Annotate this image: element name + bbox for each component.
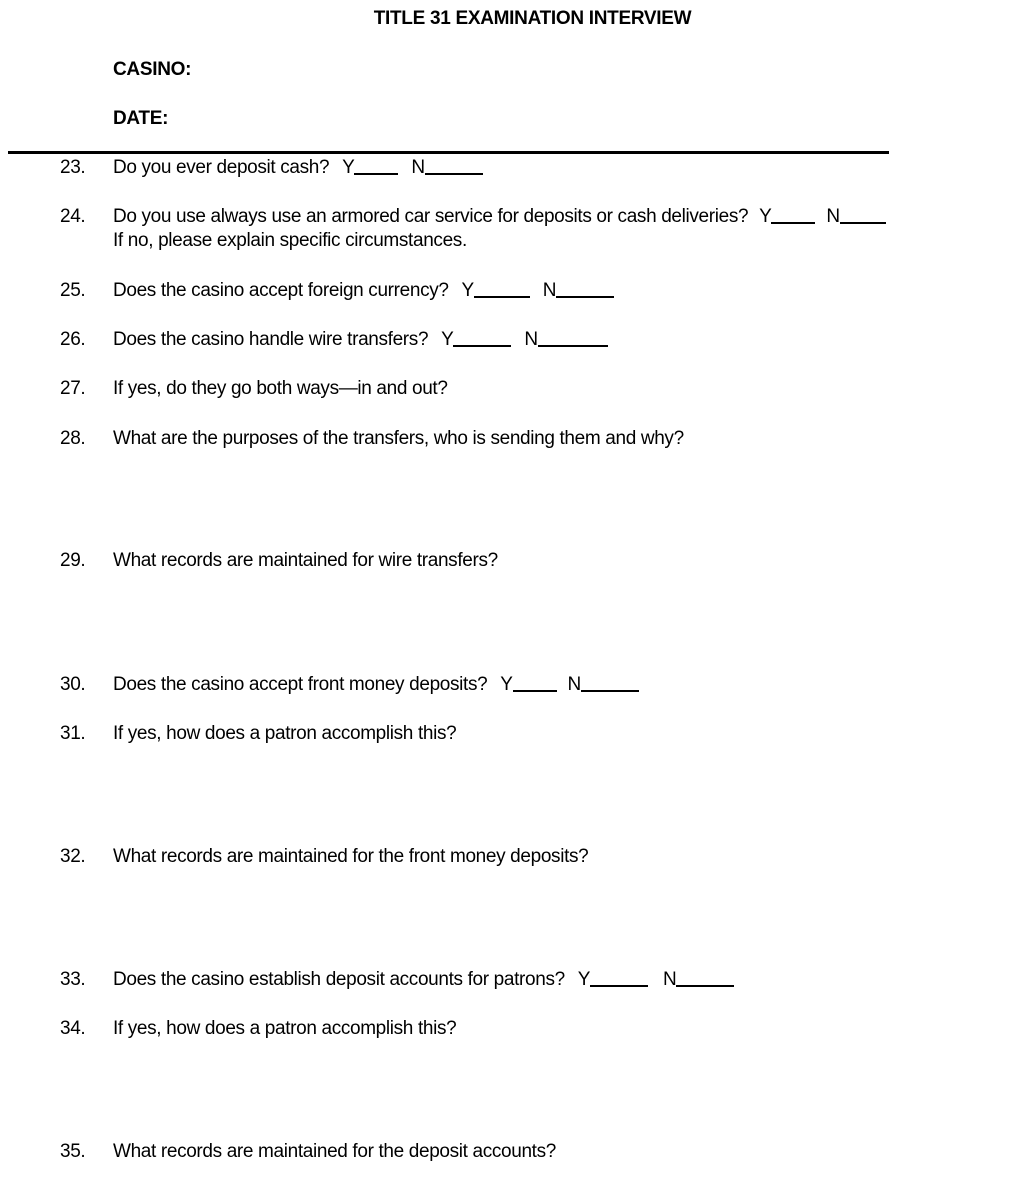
no-label: N [524, 329, 538, 350]
question-text: If yes, how does a patron accomplish this? [113, 723, 457, 744]
question-number: 25. [60, 280, 86, 301]
question-number: 31. [60, 723, 86, 744]
no-label: N [542, 280, 557, 301]
yes-answer-blank[interactable] [354, 156, 398, 175]
question-text: Does the casino accept front money deposits? [113, 674, 488, 695]
question-number: 32. [60, 846, 86, 867]
question-text: Do you use always use an armored car service for deposits or cash deliveries? [113, 206, 749, 227]
document-title: TITLE 31 EXAMINATION INTERVIEW [373, 8, 692, 29]
yes-label: Y [461, 280, 474, 301]
yes-label: Y [759, 206, 772, 227]
question-text: Does the casino establish deposit accounts for patrons? [113, 969, 565, 990]
yes-answer-blank[interactable] [474, 279, 530, 298]
question-number: 26. [60, 329, 86, 350]
question-text: What are the purposes of the transfers, who is sending them and why? [113, 428, 684, 449]
question-number: 30. [60, 674, 86, 695]
no-answer-blank[interactable] [676, 968, 734, 987]
question-number: 24. [60, 206, 86, 227]
question-number: 34. [60, 1018, 86, 1039]
question-text: If yes, do they go both ways—in and out? [113, 378, 448, 399]
yes-answer-blank[interactable] [513, 673, 557, 692]
casino-label: CASINO: [113, 59, 192, 80]
question-number: 23. [60, 157, 86, 178]
no-answer-blank[interactable] [538, 328, 608, 347]
question-number: 29. [60, 550, 86, 571]
question-text: What records are maintained for the front money deposits? [113, 846, 589, 867]
yes-label: Y [577, 969, 591, 990]
question-number: 27. [60, 378, 86, 399]
question-number: 35. [60, 1141, 86, 1162]
question-text: If yes, how does a patron accomplish this? [113, 1018, 457, 1039]
question-text: Do you ever deposit cash? [113, 157, 330, 178]
yes-label: Y [441, 329, 454, 350]
no-answer-blank[interactable] [581, 673, 639, 692]
yes-answer-blank[interactable] [771, 205, 815, 224]
question-number: 33. [60, 969, 86, 990]
yes-label: Y [342, 157, 355, 178]
date-label: DATE: [113, 108, 169, 129]
question-number: 28. [60, 428, 86, 449]
no-label: N [663, 969, 677, 990]
yes-label: Y [500, 674, 513, 695]
question-text: What records are maintained for wire transfers? [113, 550, 498, 571]
no-label: N [411, 157, 425, 178]
no-answer-blank[interactable] [425, 156, 483, 175]
yes-answer-blank[interactable] [590, 968, 648, 987]
no-label: N [567, 674, 581, 695]
question-text: Does the casino handle wire transfers? [113, 329, 429, 350]
no-answer-blank[interactable] [556, 279, 614, 298]
question-text: What records are maintained for the deposit accounts? [113, 1141, 556, 1162]
question-instruction: If no, please explain specific circumstances. [113, 230, 467, 251]
question-text: Does the casino accept foreign currency? [113, 280, 449, 301]
no-label: N [826, 206, 840, 227]
no-answer-blank[interactable] [840, 205, 886, 224]
header-rule [8, 151, 889, 154]
yes-answer-blank[interactable] [453, 328, 511, 347]
